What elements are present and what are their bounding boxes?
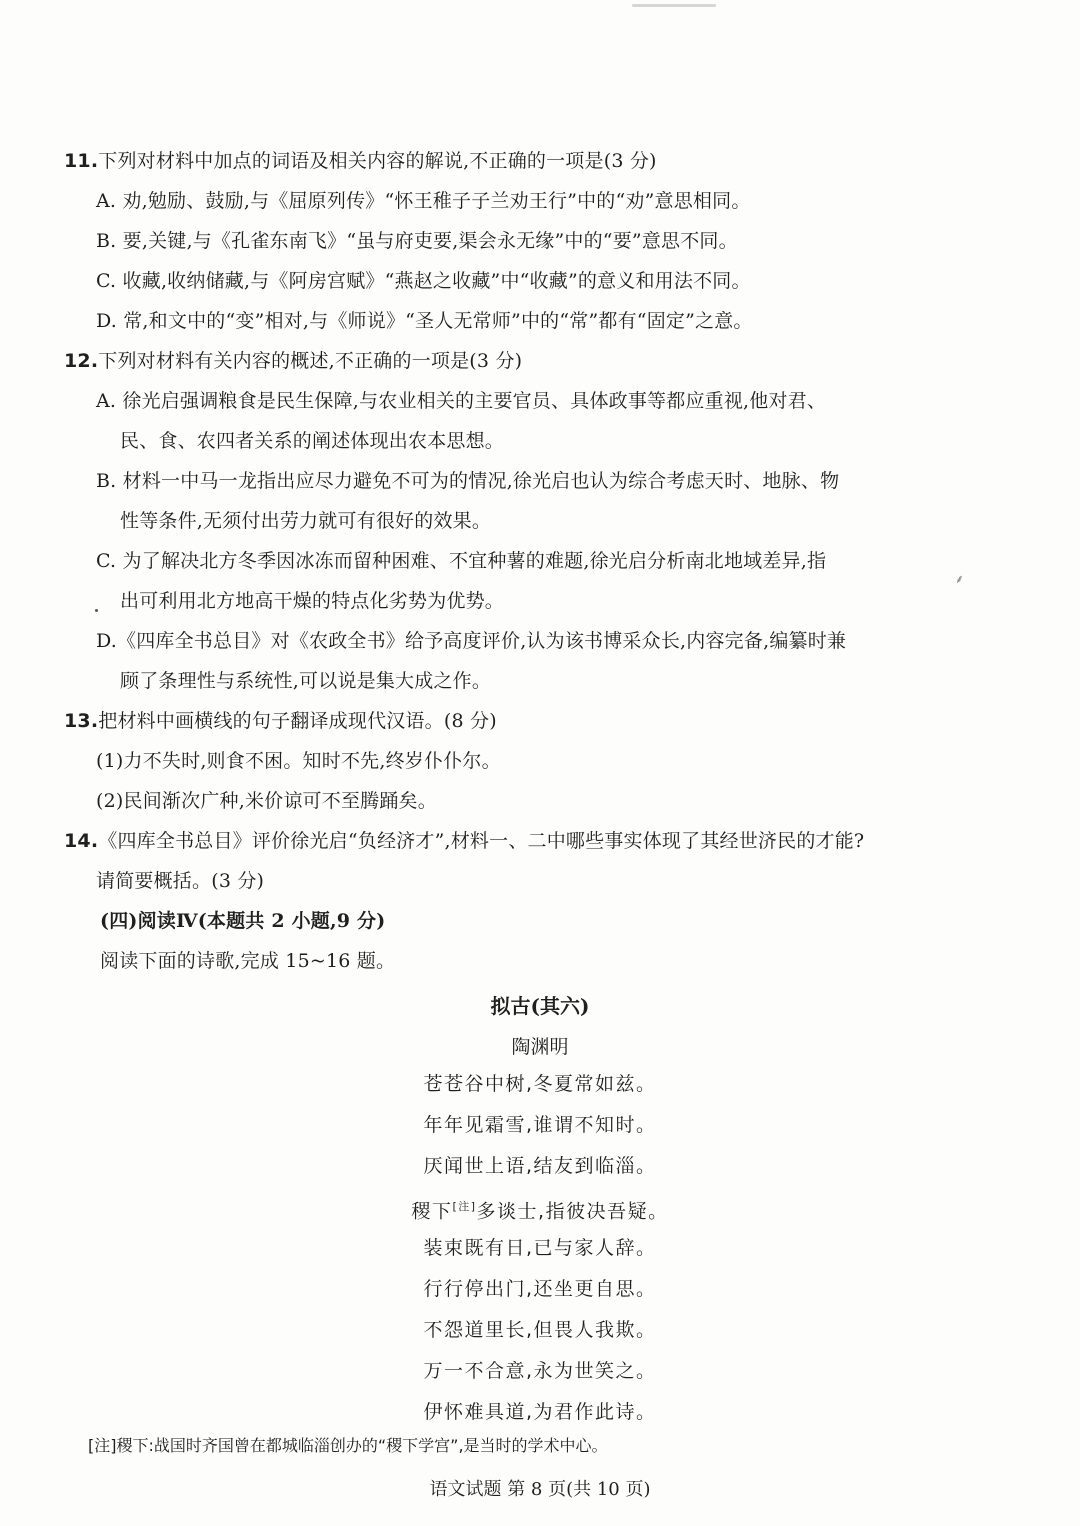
question-11-number: 11.: [64, 150, 99, 172]
question-13-sentence-1: (1)力不失时,则食不困。知时不先,终岁仆仆尔。: [96, 750, 501, 772]
question-14-number: 14.: [64, 830, 99, 852]
poem-line-prefix: 稷下: [411, 1200, 453, 1223]
question-12-option-d-line2: 顾了条理性与系统性,可以说是集大成之作。: [120, 670, 492, 692]
poem-line: 伊怀难具道,为君作此诗。: [423, 1401, 657, 1423]
poem-line: 厌闻世上语,结友到临淄。: [423, 1155, 657, 1177]
section-instruction: 阅读下面的诗歌,完成 15~16 题。: [100, 950, 396, 972]
question-12-option-a-line2: 民、食、农四者关系的阐述体现出农本思想。: [120, 430, 505, 452]
question-14-text: 《四库全书总目》评价徐光启“负经济才”,材料一、二中哪些事实体现了其经世济民的才能?: [98, 830, 865, 852]
question-11-text: 下列对材料中加点的词语及相关内容的解说,不正确的一项是(3 分): [98, 150, 657, 172]
question-13-number: 13.: [64, 710, 99, 732]
question-12-text: 下列对材料有关内容的概述,不正确的一项是(3 分): [98, 350, 523, 372]
question-12-option-b-line1: B. 材料一中马一龙指出应尽力避免不可为的情况,徐光启也认为综合考虑天时、地脉、物: [96, 470, 840, 492]
poem-title: 拟古(其六): [490, 994, 590, 1018]
poem-line: 装束既有日,已与家人辞。: [423, 1237, 657, 1259]
question-13-text: 把材料中画横线的句子翻译成现代汉语。(8 分): [98, 710, 497, 732]
page-footer: 语文试题 第 8 页(共 10 页): [429, 1479, 651, 1500]
poem-author: 陶渊明: [511, 1036, 569, 1058]
poem-line: 万一不合意,永为世笑之。: [423, 1360, 657, 1382]
question-13-stem: [64, 707, 497, 735]
question-11-option-c: C. 收藏,收纳储藏,与《阿房宫赋》“燕赵之收藏”中“收藏”的意义和用法不同。: [96, 270, 751, 292]
question-12-option-d-line1: D.《四库全书总目》对《农政全书》给予高度评价,认为该书博采众长,内容完备,编纂时兼: [96, 630, 847, 652]
question-11-option-b: B. 要,关键,与《孔雀东南飞》“虽与府吏要,渠会永无缘”中的“要”意思不同。: [96, 230, 738, 252]
question-11-option-d: D. 常,和文中的“变”相对,与《师说》“圣人无常师”中的“常”都有“固定”之意。: [96, 310, 753, 332]
scan-dot: [95, 609, 98, 612]
question-12-option-c-line1: C. 为了解决北方冬季因冰冻而留种困难、不宜种薯的难题,徐光启分析南北地域差异,指: [96, 550, 827, 572]
question-11-stem: [64, 147, 657, 175]
poem-line: 行行停出门,还坐更自思。: [423, 1278, 657, 1300]
question-13-sentence-2: (2)民间渐次广种,米价谅可不至腾踊矣。: [96, 790, 437, 812]
question-12-option-a-line1: A. 徐光启强调粮食是民生保障,与农业相关的主要官员、具体政事等都应重视,他对君、: [96, 390, 827, 412]
scan-speck: ⸙: [955, 572, 965, 586]
poem-line: 苍苍谷中树,冬夏常如兹。: [423, 1073, 657, 1095]
poem-line: 年年见霜雪,谁谓不知时。: [423, 1114, 657, 1136]
question-11-option-a: A. 劝,勉励、鼓励,与《屈原列传》“怀王稚子子兰劝王行”中的“劝”意思相同。: [96, 190, 751, 212]
question-12-option-c-line2: 出可利用北方地高干燥的特点化劣势为优势。: [120, 590, 505, 612]
poem-line: [0, 1193, 1080, 1225]
poem-note-marker: [注]: [452, 1200, 477, 1213]
scan-artifact: [632, 4, 716, 7]
question-14-stem: [64, 827, 864, 855]
question-12-number: 12.: [64, 350, 99, 372]
poem-line-rest: 多谈士,指彼决吾疑。: [476, 1200, 669, 1223]
question-14-stem-continued: 请简要概括。(3 分): [96, 870, 265, 892]
question-12-option-b-line2: 性等条件,无须付出劳力就可有很好的效果。: [120, 510, 492, 532]
question-12-stem: [64, 347, 522, 375]
section-heading: (四)阅读Ⅳ(本题共 2 小题,9 分): [100, 910, 386, 932]
poem-line: 不怨道里长,但畏人我欺。: [423, 1319, 657, 1341]
poem-footnote: [注]稷下:战国时齐国曾在都城临淄创办的“稷下学宫”,是当时的学术中心。: [88, 1436, 608, 1455]
